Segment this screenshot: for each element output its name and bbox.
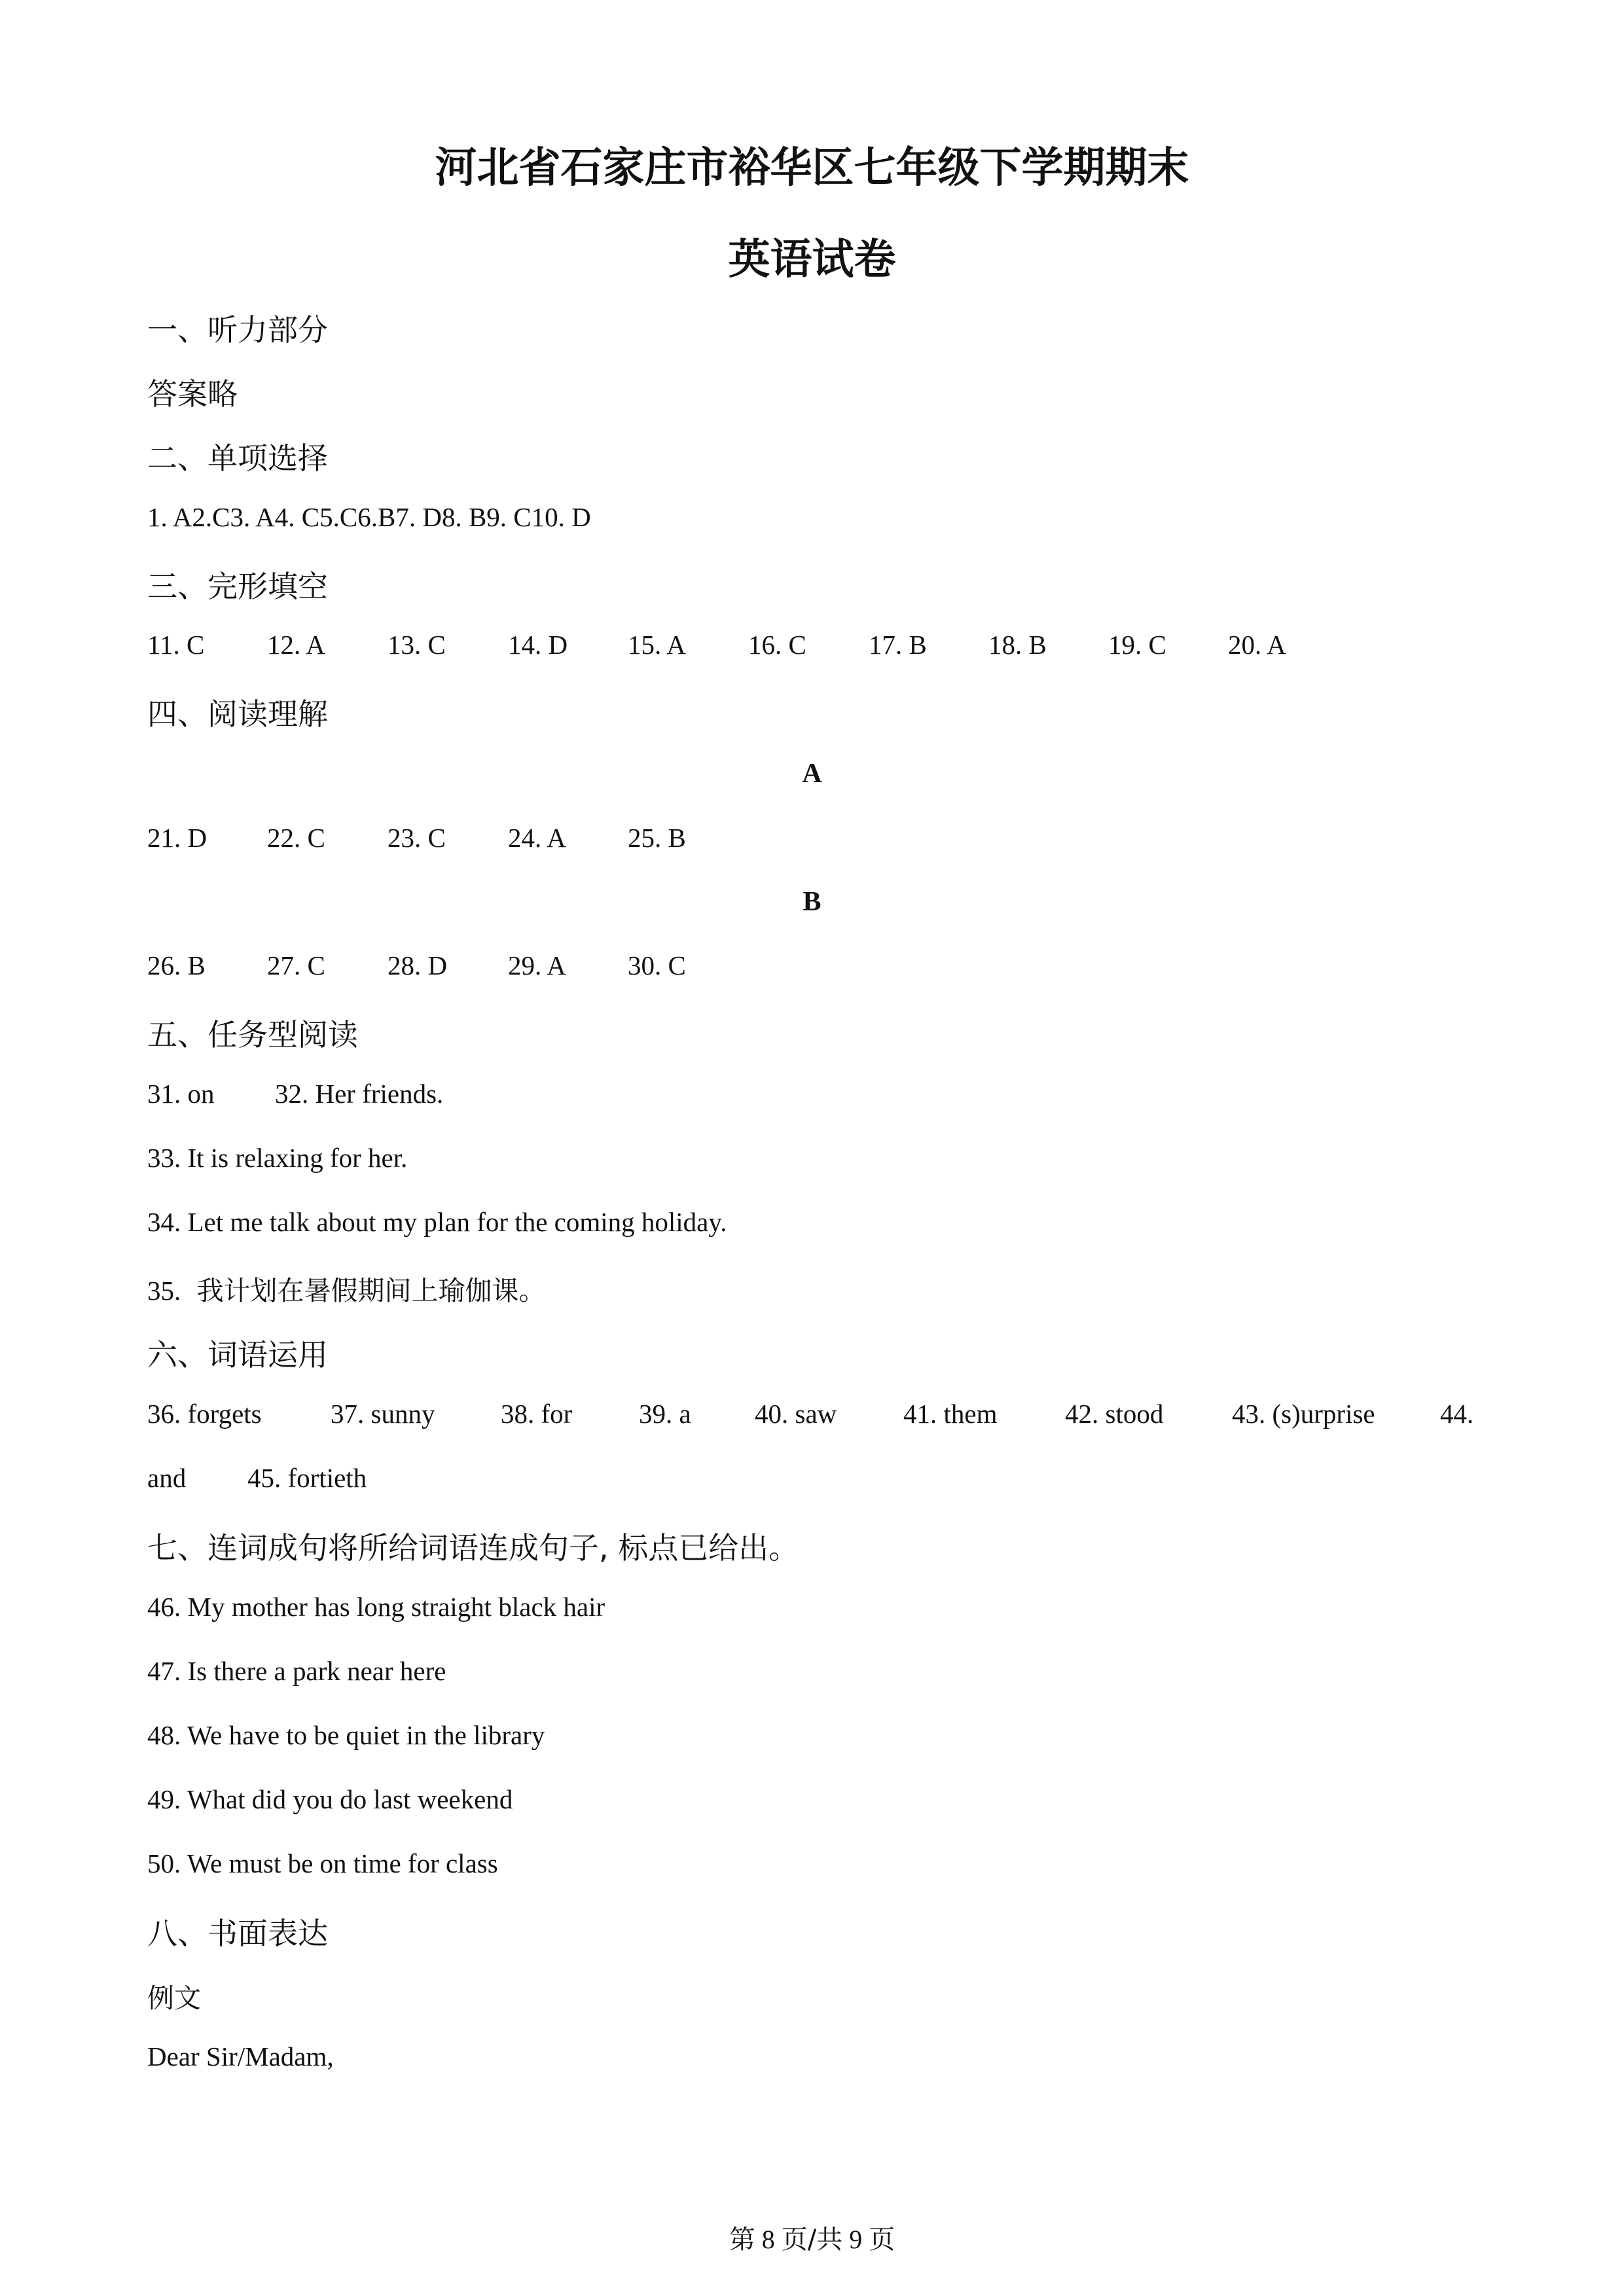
answer-35-number: 35.: [147, 1276, 181, 1306]
section-2-heading: 二、单项选择: [147, 440, 328, 476]
answer-item: 32. Her friends.: [275, 1079, 444, 1109]
footer-prefix: 第: [729, 2225, 755, 2255]
answer-item: 11. C: [147, 630, 205, 660]
answer-item: 39. a: [639, 1399, 691, 1429]
answer-item: 13. C: [388, 630, 446, 660]
answer-item: 36. forgets: [147, 1399, 262, 1429]
answer-item: 24. A: [508, 823, 566, 853]
answer-item: 18. B: [988, 630, 1047, 660]
answer-item: 26. B: [147, 950, 206, 980]
section-4-part-b-label: B: [803, 887, 821, 917]
section-6-heading: 六、词语运用: [147, 1337, 328, 1372]
answer-item: 43. (s)urprise: [1232, 1399, 1375, 1429]
answer-item: 31. on: [147, 1079, 215, 1109]
footer-middle: 页/共: [781, 2225, 843, 2255]
answer-35-text: 我计划在暑假期间上瑜伽课。: [196, 1275, 546, 1306]
footer-suffix: 页: [869, 2225, 895, 2255]
section-8-heading: 八、书面表达: [147, 1916, 328, 1951]
section-5-heading: 五、任务型阅读: [147, 1017, 358, 1052]
section-4-heading: 四、阅读理解: [147, 696, 328, 732]
section-1-text: 答案略: [147, 376, 238, 412]
answer-item: 15. A: [628, 630, 686, 660]
answer-item: 42. stood: [1065, 1399, 1164, 1429]
document-title-line1: 河北省石家庄市裕华区七年级下学期期末: [435, 143, 1189, 192]
answer-item: 25. B: [628, 823, 686, 853]
answer-item: and: [147, 1463, 187, 1493]
answer-item: 12. A: [267, 630, 325, 660]
answer-item: 23. C: [388, 823, 446, 853]
footer-page-number: 8: [761, 2225, 775, 2254]
answer-46: 46. My mother has long straight black hair: [147, 1592, 605, 1622]
section-1-heading: 一、听力部分: [147, 312, 328, 348]
answer-item: 17. B: [869, 630, 927, 660]
answer-33: 33. It is relaxing for her.: [147, 1143, 408, 1173]
answer-48: 48. We have to be quiet in the library: [147, 1720, 545, 1750]
footer-total-pages: 9: [849, 2225, 863, 2254]
answer-item: 21. D: [147, 823, 208, 853]
answer-49: 49. What did you do last weekend: [147, 1784, 513, 1814]
answer-item: 19. C: [1108, 630, 1166, 660]
answer-item: 14. D: [508, 630, 568, 660]
answer-47: 47. Is there a park near here: [147, 1656, 446, 1686]
answer-item: 30. C: [628, 950, 686, 980]
document-title-line2: 英语试卷: [728, 235, 896, 284]
answer-item: 27. C: [267, 950, 325, 980]
answer-35: [147, 1269, 546, 1308]
page-footer: [0, 2219, 1624, 2256]
answer-item: 44.: [1440, 1399, 1474, 1429]
answer-50: 50. We must be on time for class: [147, 1848, 498, 1878]
answer-item: 22. C: [267, 823, 325, 853]
answer-item: 37. sunny: [331, 1399, 435, 1429]
section-2-answers: 1. A2.C3. A4. C5.C6.B7. D8. B9. C10. D: [147, 502, 591, 532]
answer-item: 38. for: [501, 1399, 573, 1429]
answer-item: 16. C: [748, 630, 806, 660]
answer-item: 40. saw: [755, 1399, 837, 1429]
answer-item: 45. fortieth: [247, 1463, 367, 1493]
letter-greeting: Dear Sir/Madam,: [147, 2041, 334, 2072]
section-4-part-a-label: A: [802, 759, 822, 789]
sample-essay-label: 例文: [147, 1982, 201, 2014]
section-3-heading: 三、完形填空: [147, 569, 328, 604]
answer-item: 28. D: [388, 950, 448, 980]
answer-item: 29. A: [508, 950, 566, 980]
section-7-heading: 七、连词成句将所给词语连成句子, 标点已给出。: [147, 1530, 799, 1566]
answer-item: 41. them: [903, 1399, 998, 1429]
answer-34: 34. Let me talk about my plan for the coming holiday.: [147, 1207, 727, 1237]
answer-item: 20. A: [1228, 630, 1286, 660]
